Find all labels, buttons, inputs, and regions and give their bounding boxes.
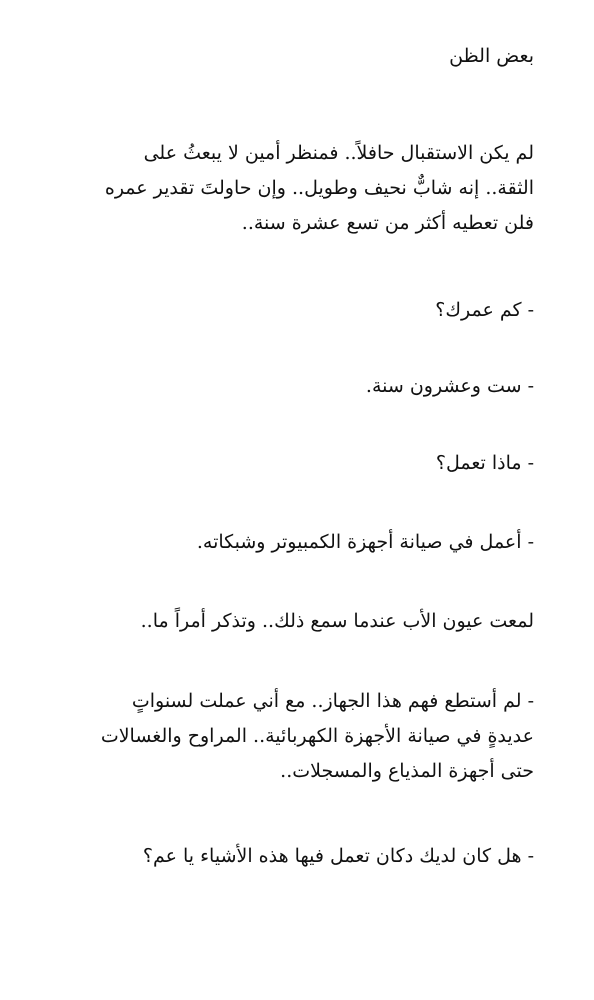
narrative-paragraph-intro <box>58 136 534 241</box>
text-line: الثقة.. إنه شابٌّ نحيف وطويل.. وإن حاولتَ تقدير عمره <box>104 177 534 199</box>
text-line: - لم أستطع فهم هذا الجهاز.. مع أني عملت لسنواتٍ <box>131 690 534 712</box>
text-line: فلن تعطيه أكثر من تسع عشرة سنة.. <box>241 212 534 234</box>
text-line: حتى أجهزة المذياع والمسجلات.. <box>280 760 534 782</box>
dialogue-line-job-answer <box>58 525 534 560</box>
running-header: بعض الظن <box>449 45 534 67</box>
text-line: - ست وعشرون سنة. <box>365 375 534 397</box>
dialogue-line-age-question <box>58 293 534 328</box>
text-line: - أعمل في صيانة أجهزة الكمبيوتر وشبكاته. <box>196 531 534 553</box>
narrative-paragraph-father <box>58 604 534 639</box>
text-line: لمعت عيون الأب عندما سمع ذلك.. وتذكر أمراً ما.. <box>140 610 534 632</box>
text-line: لم يكن الاستقبال حافلاً.. فمنظر أمين لا يبعثُ على <box>143 142 534 164</box>
text-line: - هل كان لديك دكان تعمل فيها هذه الأشياء يا عم؟ <box>142 845 534 867</box>
dialogue-line-job-question <box>58 446 534 481</box>
text-line: عديدةٍ في صيانة الأجهزة الكهربائية.. المراوح والغسالات <box>100 725 534 747</box>
text-line: - ماذا تعمل؟ <box>435 452 534 474</box>
dialogue-line-shop-question <box>58 839 534 874</box>
text-line: - كم عمرك؟ <box>435 299 534 321</box>
dialogue-paragraph-father <box>58 684 534 789</box>
dialogue-line-age-answer <box>58 369 534 404</box>
